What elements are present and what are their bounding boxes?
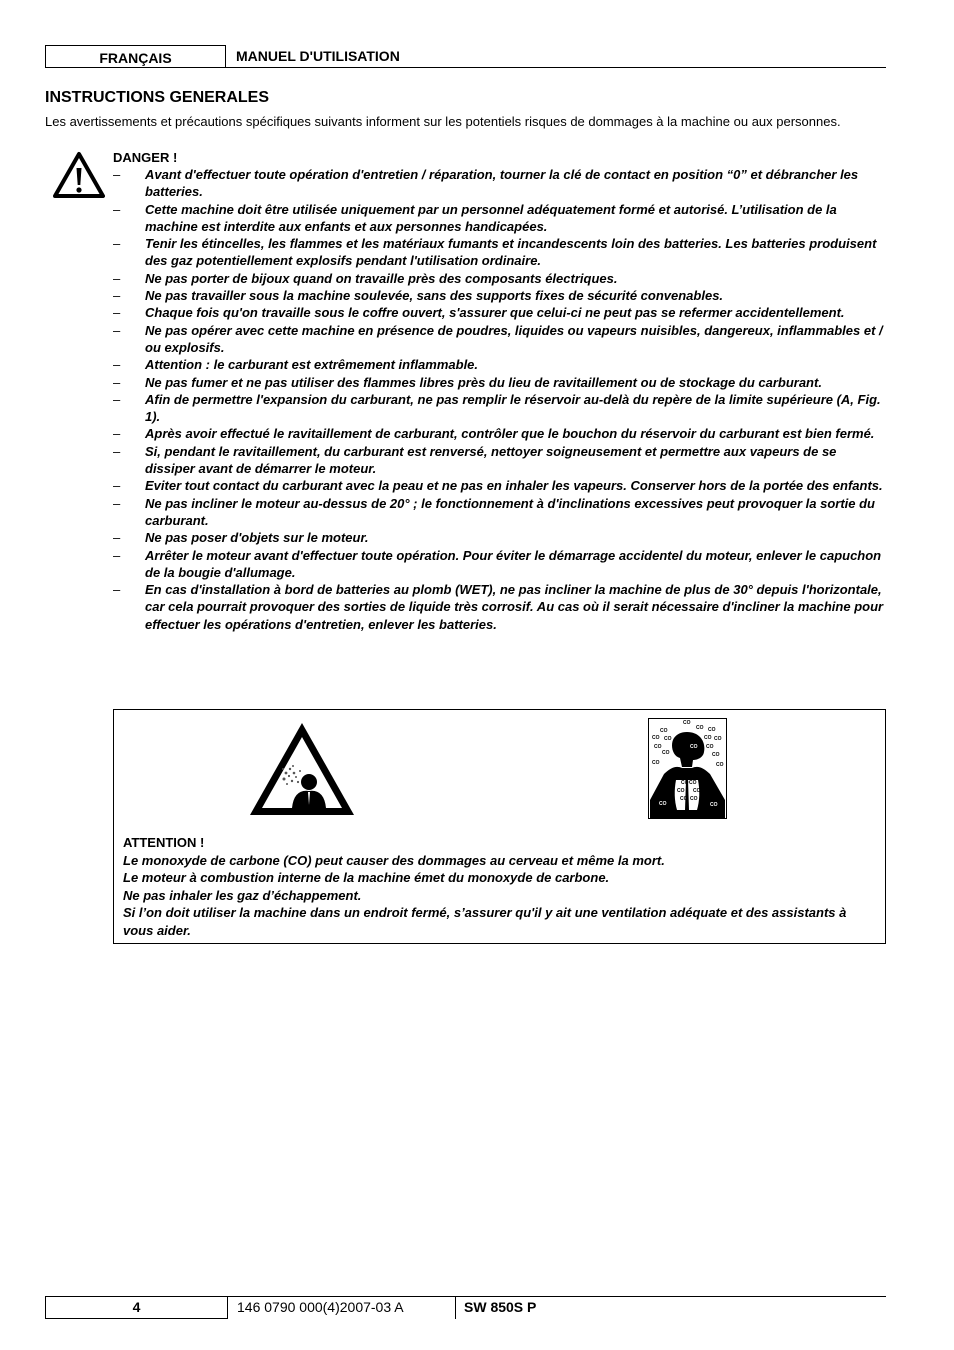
list-bullet: –: [113, 201, 121, 217]
co-symbol-label: CO: [652, 735, 660, 741]
co-symbol-label: CO: [654, 744, 662, 750]
section-intro: Les avertissements et précautions spécifiques suivants informent sur les potentiels risques de dommages à la machine ou aux personnes.: [45, 114, 841, 129]
danger-list-item: [113, 581, 885, 633]
danger-item-text: Ne pas porter de bijoux quand on travaille près des composants électriques.: [145, 270, 618, 286]
list-bullet: –: [113, 374, 121, 390]
co-symbol-label: CO: [716, 762, 724, 768]
list-bullet: –: [113, 478, 121, 494]
co-symbol-label: CO: [714, 736, 722, 742]
header-language: FRANÇAIS: [45, 45, 226, 67]
danger-list-item: [113, 304, 885, 321]
co-symbol-label: CO: [659, 801, 667, 807]
danger-list-item: [113, 495, 885, 530]
list-bullet: –: [113, 582, 121, 598]
attention-box: [113, 709, 886, 944]
list-bullet: –: [113, 426, 121, 442]
danger-item-text: Eviter tout contact du carburant avec la peau et ne pas en inhaler les vapeurs. Conserver hors de la portée des enfants.: [145, 478, 883, 494]
list-bullet: –: [113, 270, 121, 286]
list-bullet: –: [113, 391, 121, 407]
co-symbol-label: CO: [693, 788, 701, 794]
co-symbol-label: CO: [689, 780, 697, 786]
danger-item-text: Cette machine doit être utilisée uniquement par un personnel adéquatement formé et autorisé. L’utilisation de la machine est interdite aux enfants et aux personnes handicapées.: [145, 201, 837, 234]
attention-label: ATTENTION !: [123, 835, 205, 850]
co-symbol-label: CO: [681, 780, 689, 786]
danger-list-item: [113, 374, 885, 391]
co-symbol-label: CO: [664, 736, 672, 742]
co-inhalation-warning-icon: [248, 721, 356, 817]
warning-triangle-icon: [53, 151, 105, 199]
danger-list-item: [113, 235, 885, 270]
header-manual-title: MANUEL D'UTILISATION: [236, 48, 400, 64]
danger-list-item: [113, 477, 885, 494]
list-bullet: –: [113, 547, 121, 563]
danger-item-text: Tenir les étincelles, les flammes et les matériaux fumants et incandescents loin des batteries. Les batteries produisent des gaz potentiellement explosifs pendant l'utilisation ordinaire.: [145, 236, 877, 269]
attention-line: Le monoxyde de carbone (CO) peut causer des dommages au cerveau et même la mort.: [123, 852, 665, 868]
co-symbol-label: CO: [690, 796, 698, 802]
danger-item-text: Après avoir effectué le ravitaillement de carburant, contrôler que le bouchon du réservoir du carburant est bien fermé.: [145, 426, 875, 442]
list-bullet: –: [113, 495, 121, 511]
danger-list-item: [113, 443, 885, 478]
attention-text: [123, 834, 873, 940]
footer-separator: [455, 1296, 456, 1319]
co-exposure-body-icon: [648, 718, 727, 819]
page-footer: [45, 1296, 886, 1319]
danger-item-text: Avant d'effectuer toute opération d'entretien / réparation, tourner la clé de contact en position “0” et débrancher les batteries.: [145, 167, 859, 200]
danger-list-item: [113, 166, 885, 201]
attention-line: Le moteur à combustion interne de la machine émet du monoxyde de carbone.: [123, 870, 610, 886]
co-symbol-label: CO: [706, 744, 714, 750]
danger-list-item: [113, 529, 885, 546]
co-symbol-label: CO: [712, 752, 720, 758]
danger-item-text: Ne pas opérer avec cette machine en présence de poudres, liquides ou vapeurs nuisibles, dangereux, inflammables et / ou explosifs.: [145, 322, 883, 355]
danger-item-text: Si, pendant le ravitaillement, du carburant est renversé, nettoyer soigneusement et permettre aux vapeurs de se dissiper avant de démarrer le moteur.: [145, 443, 837, 477]
list-bullet: –: [113, 288, 121, 304]
danger-list-item: [113, 270, 885, 287]
co-symbol-label: CO: [680, 796, 688, 802]
footer-document-code: 146 0790 000(4)2007-03 A: [237, 1299, 404, 1315]
danger-item-text: Ne pas poser d'objets sur le moteur.: [145, 530, 369, 546]
co-symbol-label: CO: [652, 760, 660, 766]
danger-list-item: [113, 391, 885, 426]
danger-list-item: [113, 547, 885, 582]
co-symbol-label: CO: [662, 750, 670, 756]
co-symbol-label: CO: [690, 744, 698, 750]
co-symbol-label: CO: [710, 802, 718, 808]
danger-item-text: Ne pas incliner le moteur au-dessus de 20° ; le fonctionnement à d'inclinations excessives peut provoquer la sortie du carburant.: [145, 495, 875, 528]
co-symbol-label: CO: [683, 720, 691, 726]
danger-list: [113, 166, 885, 633]
footer-model: SW 850S P: [464, 1299, 537, 1315]
danger-item-text: Chaque fois qu'on travaille sous le coffre ouvert, s'assurer que celui-ci ne peut pas se refermer accidentellement.: [145, 305, 845, 321]
danger-list-item: [113, 425, 885, 442]
co-symbol-label: CO: [677, 788, 685, 794]
list-bullet: –: [113, 167, 121, 182]
co-symbol-label: CO: [696, 725, 704, 731]
list-bullet: –: [113, 305, 121, 321]
list-bullet: –: [113, 443, 121, 459]
section-title: INSTRUCTIONS GENERALES: [45, 89, 270, 106]
page-header: [45, 45, 886, 68]
co-symbol-label: CO: [704, 735, 712, 741]
danger-item-text: Ne pas travailler sous la machine soulevée, sans des supports fixes de sécurité convenables.: [145, 288, 724, 304]
list-bullet: –: [113, 322, 121, 338]
danger-item-text: Afin de permettre l'expansion du carburant, ne pas remplir le réservoir au-delà du repère de la limite supérieure (A, Fig. 1).: [145, 391, 881, 425]
attention-line: Si l’on doit utiliser la machine dans un endroit fermé, s’assurer qu'il y ait une ventilation adéquate et des assistants à vous aider.: [123, 905, 847, 938]
danger-list-item: [113, 287, 885, 304]
danger-item-text: Arrêter le moteur avant d'effectuer toute opération. Pour éviter le démarrage accidentel du moteur, enlever le capuchon de la bougie d'allumage.: [145, 547, 882, 580]
co-symbol-label: CO: [660, 728, 668, 734]
danger-list-item: [113, 201, 885, 236]
footer-page-number: 4: [45, 1296, 228, 1319]
danger-label: DANGER !: [113, 150, 178, 165]
danger-item-text: En cas d'installation à bord de batteries au plomb (WET), ne pas incliner la machine de plus de 30° depuis l'horizontale, car cela pourrait provoquer des sorties de liquide très corrosif. Au cas où il serait nécessaire d'incliner la machine pour effectuer les opérations d'entretien, enlever les batteries.: [145, 582, 884, 632]
list-bullet: –: [113, 236, 121, 252]
list-bullet: –: [113, 530, 121, 546]
attention-line: Ne pas inhaler les gaz d’échappement.: [123, 887, 362, 903]
danger-item-text: Attention : le carburant est extrêmement inflammable.: [145, 357, 479, 373]
danger-list-item: [113, 322, 885, 357]
danger-list-item: [113, 356, 885, 373]
co-symbol-label: CO: [708, 727, 716, 733]
list-bullet: –: [113, 357, 121, 373]
danger-item-text: Ne pas fumer et ne pas utiliser des flammes libres près du lieu de ravitaillement ou de stockage du carburant.: [145, 374, 822, 390]
